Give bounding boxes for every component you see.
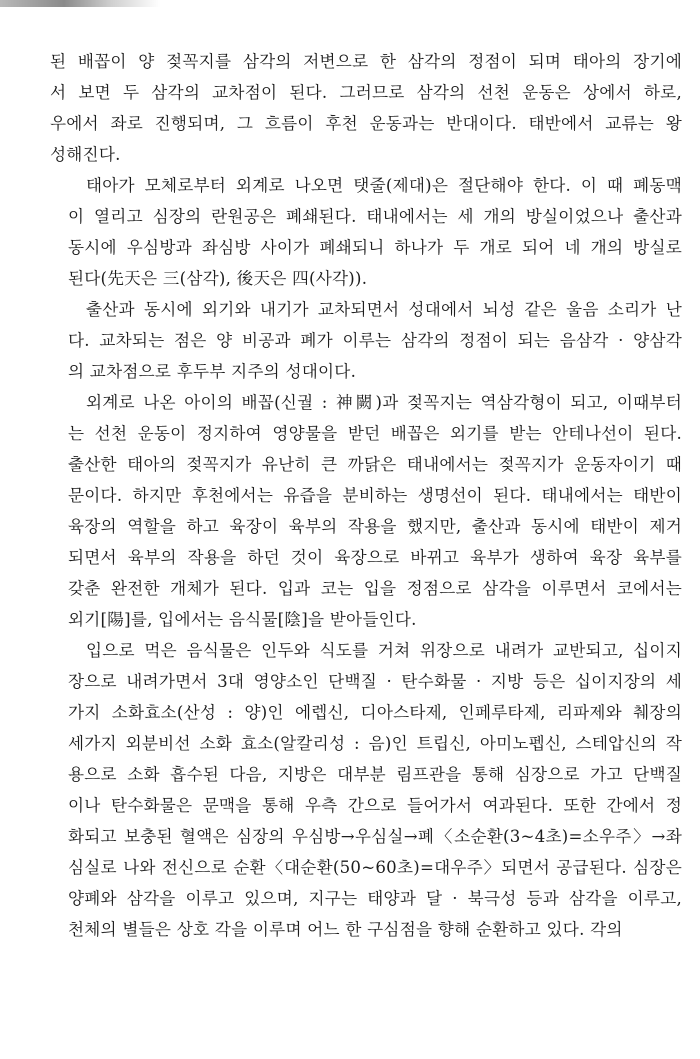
text-line: 용으로 소화 흡수된 다음, 지방은 대부분 림프관을 통해 심장으로 가고 단백질 bbox=[68, 765, 682, 784]
text-line: 이 열리고 심장의 란원공은 폐쇄된다. 태내에서는 세 개의 방실이었으나 출산과 bbox=[68, 207, 682, 226]
text-line: 다. 교차되는 점은 양 비공과 폐가 이루는 삼각의 정점이 되는 음삼각 · 양삼각 bbox=[68, 331, 682, 350]
text-line: 외기[陽]를, 입에서는 음식물[陰]을 받아들인다. bbox=[68, 610, 417, 629]
paragraph bbox=[50, 635, 682, 945]
text-line: 동시에 우심방과 좌심방 사이가 폐쇄되니 하나가 두 개로 되어 네 개의 방실로 bbox=[68, 238, 682, 257]
body-text bbox=[50, 46, 682, 945]
paragraph bbox=[50, 170, 682, 294]
text-line: 우에서 좌로 진행되며, 그 흐름이 후천 운동과는 반대이다. 태반에서 교류는 왕 bbox=[50, 114, 682, 133]
text-line: 의 교차점으로 후두부 지주의 성대이다. bbox=[68, 362, 357, 381]
scan-header-mark bbox=[0, 0, 160, 7]
text-line: 된 배꼽이 양 젖꼭지를 삼각의 저변으로 한 삼각의 정점이 되며 태아의 장기에 bbox=[50, 52, 682, 71]
text-line: 육장의 역할을 하고 육장이 육부의 작용을 했지만, 출산과 동시에 태반이 제거 bbox=[68, 517, 682, 536]
text-line: 문이다. 하지만 후천에서는 유즙을 분비하는 생명선이 된다. 태내에서는 태반이 bbox=[68, 486, 682, 505]
text-line: 외계로 나온 아이의 배꼽(신궐 : 神闕)과 젖꼭지는 역삼각형이 되고, 이때부터 bbox=[86, 393, 682, 412]
text-line: 장으로 내려가면서 3대 영양소인 단백질 · 탄수화물 · 지방 등은 십이지장의 세 bbox=[68, 672, 682, 691]
text-line: 심실로 나와 전신으로 순환〈대순환(50~60초)=대우주〉되면서 공급된다. 심장은 bbox=[68, 858, 682, 877]
text-line: 출산과 동시에 외기와 내기가 교차되면서 성대에서 뇌성 같은 울음 소리가 난 bbox=[86, 300, 682, 319]
text-line: 양폐와 삼각을 이루고 있으며, 지구는 태양과 달 · 북극성 등과 삼각을 이루고, bbox=[68, 889, 682, 908]
text-line: 갖춘 완전한 개체가 된다. 입과 코는 입을 정점으로 삼각을 이루면서 코에서는 bbox=[68, 579, 682, 598]
paragraph bbox=[50, 294, 682, 387]
text-line: 되면서 육부의 작용을 하던 것이 육장으로 바뀌고 육부가 생하여 육장 육부를 bbox=[68, 548, 682, 567]
text-line: 이나 탄수화물은 문맥을 통해 우측 간으로 들어가서 여과된다. 또한 간에서 정 bbox=[68, 796, 682, 815]
text-line: 가지 소화효소(산성 : 양)인 에렙신, 디아스타제, 인페루타제, 리파제와 췌장의 bbox=[68, 703, 682, 722]
text-line: 서 보면 두 삼각의 교차점이 된다. 그러므로 삼각의 선천 운동은 상에서 하로, bbox=[50, 83, 682, 102]
text-line: 출산한 태아의 젖꼭지가 유난히 큰 까닭은 태내에서는 젖꼭지가 운동자이기 때 bbox=[68, 455, 682, 474]
text-line: 된다(先天은 三(삼각), 後天은 四(사각)). bbox=[68, 269, 368, 288]
paragraph bbox=[50, 46, 682, 170]
text-line: 화되고 보충된 혈액은 심장의 우심방→우심실→폐〈소순환(3~4초)=소우주〉→좌 bbox=[68, 827, 682, 846]
text-line: 성해진다. bbox=[50, 145, 121, 164]
text-line: 세가지 외분비선 소화 효소(알칼리성 : 음)인 트립신, 아미노펩신, 스테압신의 작 bbox=[68, 734, 682, 753]
paragraph bbox=[50, 387, 682, 635]
text-line: 입으로 먹은 음식물은 인두와 식도를 거쳐 위장으로 내려가 교반되고, 십이지 bbox=[86, 641, 682, 660]
text-line: 천체의 별들은 상호 각을 이루며 어느 한 구심점을 향해 순환하고 있다. 각의 bbox=[68, 920, 623, 939]
text-line: 태아가 모체로부터 외계로 나오면 탯줄(제대)은 절단해야 한다. 이 때 폐동맥 bbox=[86, 176, 682, 195]
text-line: 는 선천 운동이 정지하여 영양물을 받던 배꼽은 외기를 받는 안테나선이 된다. bbox=[68, 424, 682, 443]
